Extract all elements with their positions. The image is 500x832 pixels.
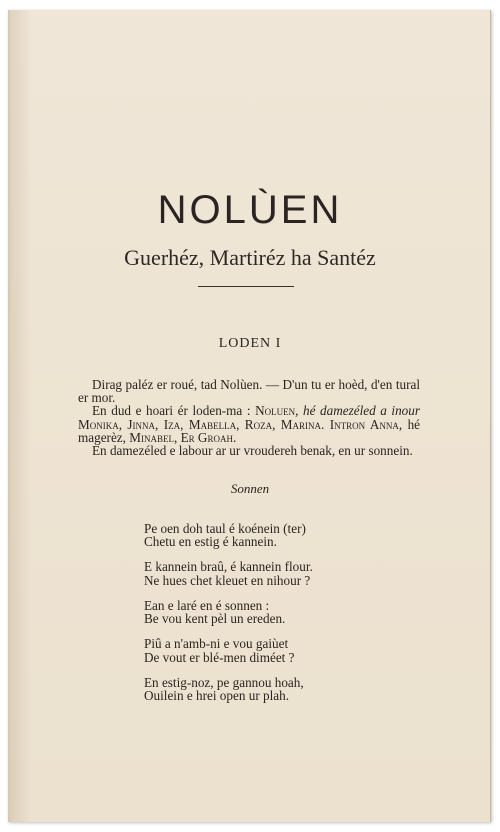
poem-line: De vout er blé-men diméet ? [144, 649, 295, 665]
poem-line: E kannein braû, é kannein flour. [144, 559, 313, 575]
stage-directions [78, 378, 420, 457]
poem-stanza [144, 522, 444, 549]
book-page [8, 10, 491, 822]
characters-intro: En dud e hoari ér loden-ma : [92, 403, 256, 419]
poem-line: Chetu en estig é kannein. [144, 534, 277, 550]
stage-direction-action: En damezéled e labour ar ur vroudereh benak, en ur sonnein. [92, 443, 413, 459]
page-spine-shadow [10, 10, 32, 822]
poem-line: Be vou kent pèl un ereden. [144, 611, 286, 627]
poem-stanza [144, 637, 444, 664]
character-list-others: Minabel, Er Groah. [129, 429, 237, 445]
section-heading: Sonnen [230, 481, 270, 496]
poem-stanza [144, 560, 444, 587]
page-subtitle: Guerhéz, Martiréz ha Santéz [124, 245, 376, 270]
characters-italic: , hé damezéled a inour [295, 403, 421, 419]
poem-line: Ouilein e hrei open ur plah. [144, 688, 290, 704]
poem-line: Piû a n'amb-ni e vou gaiùet [144, 636, 289, 652]
title-divider [198, 286, 294, 287]
page-title: NOLÙEN [157, 188, 343, 232]
poem-stanza [144, 599, 444, 626]
character-list-ladies: Monika, Jinna, Iza, Mabella, Roza, Marina. [78, 416, 325, 432]
character-noluen: Noluen [255, 403, 296, 419]
poem-line: En estig-noz, pe gannou hoah, [144, 674, 304, 690]
stage-direction-characters [78, 404, 420, 444]
characters-mid: , hé magerèz, [78, 416, 421, 445]
chapter-heading: LODEN I [218, 336, 282, 351]
poem-line: Ne hues chet kleuet en nihour ? [144, 572, 311, 588]
stage-direction-setting: Dirag paléz er roué, tad Nolùen. — D'un tu er hoèd, d'en tural er mor. [78, 377, 420, 406]
poem-stanza [144, 676, 444, 703]
poem [144, 522, 444, 714]
poem-line: Pe oen doh taul é koénein (ter) [144, 521, 306, 536]
character-intron-anna: Intron Anna [329, 416, 399, 432]
poem-line: Ean e laré en é sonnen : [144, 597, 270, 613]
